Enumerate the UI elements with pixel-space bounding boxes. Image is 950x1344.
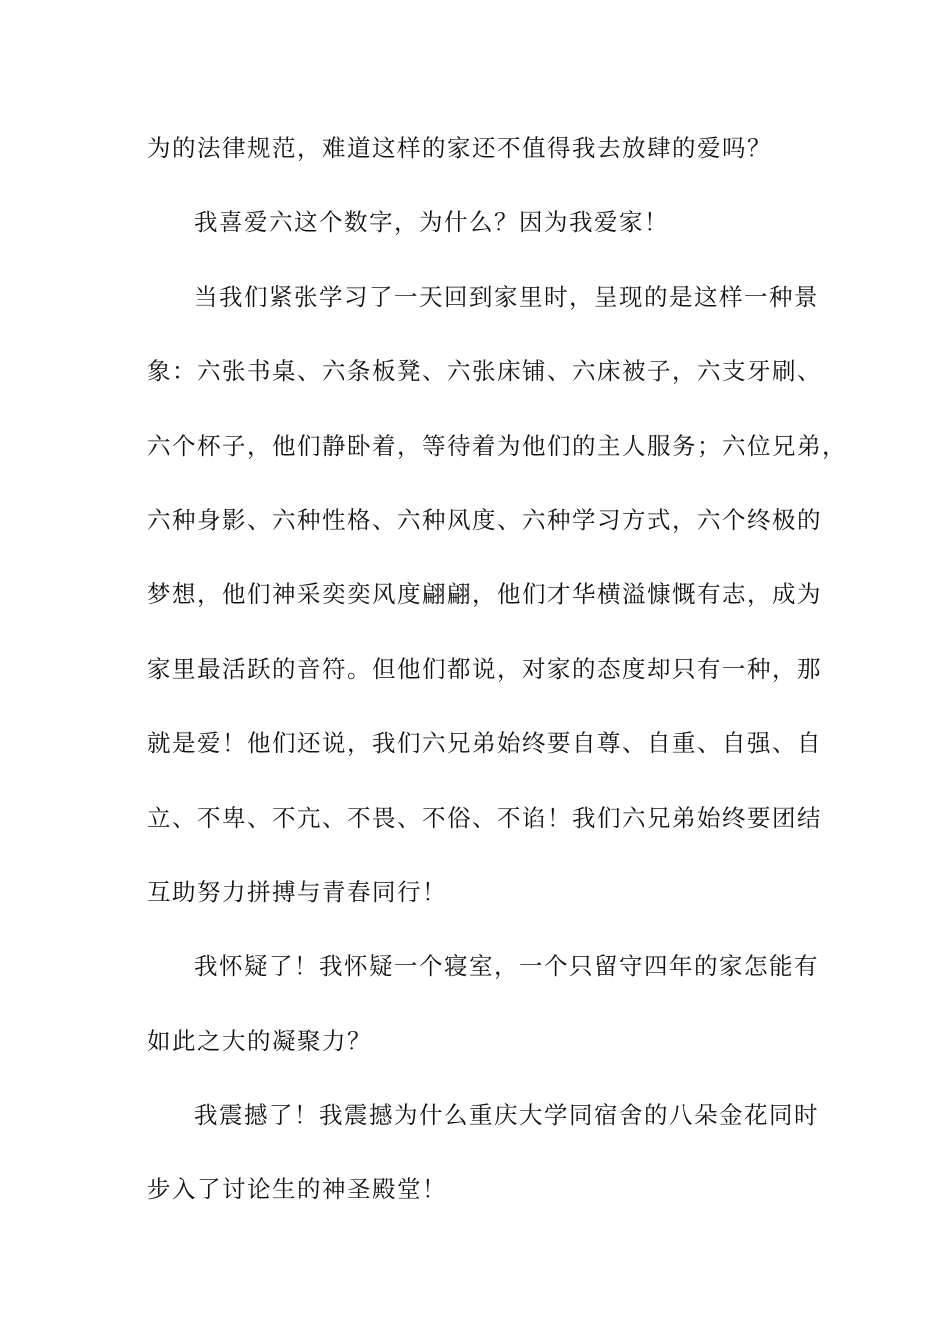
document-body — [147, 126, 847, 1242]
text-line: 互助努力拼搏与青春同行！ — [147, 877, 447, 906]
text-line: 六个杯子，他们静卧着，等待着为他们的主人服务；六位兄弟， — [147, 431, 847, 460]
text-line: 如此之大的凝聚力？ — [147, 1026, 372, 1055]
text-line: 象：六张书桌、六条板凳、六张床铺、六床被子，六支牙刷、 — [147, 357, 822, 386]
text-line: 当我们紧张学习了一天回到家里时，呈现的是这样一种景 — [194, 282, 819, 311]
text-line: 我喜爱六这个数字，为什么？因为我爱家！ — [194, 208, 669, 237]
text-line: 就是爱！他们还说，我们六兄弟始终要自尊、自重、自强、自 — [147, 729, 822, 758]
text-line: 家里最活跃的音符。但他们都说，对家的态度却只有一种，那 — [147, 654, 822, 683]
text-line: 梦想，他们神采奕奕风度翩翩，他们才华横溢慷慨有志，成为 — [147, 580, 822, 609]
text-line: 为的法律规范，难道这样的家还不值得我去放肆的爱吗？ — [147, 134, 772, 162]
text-line: 六种身影、六种性格、六种风度、六种学习方式，六个终极的 — [147, 505, 822, 534]
text-line: 立、不卑、不亢、不畏、不俗、不谄！我们六兄弟始终要团结 — [147, 803, 822, 832]
text-line: 我震撼了！我震撼为什么重庆大学同宿舍的八朵金花同时 — [194, 1101, 819, 1130]
text-line: 步入了讨论生的神圣殿堂！ — [147, 1175, 447, 1204]
text-line: 我怀疑了！我怀疑一个寝室，一个只留守四年的家怎能有 — [194, 952, 819, 981]
